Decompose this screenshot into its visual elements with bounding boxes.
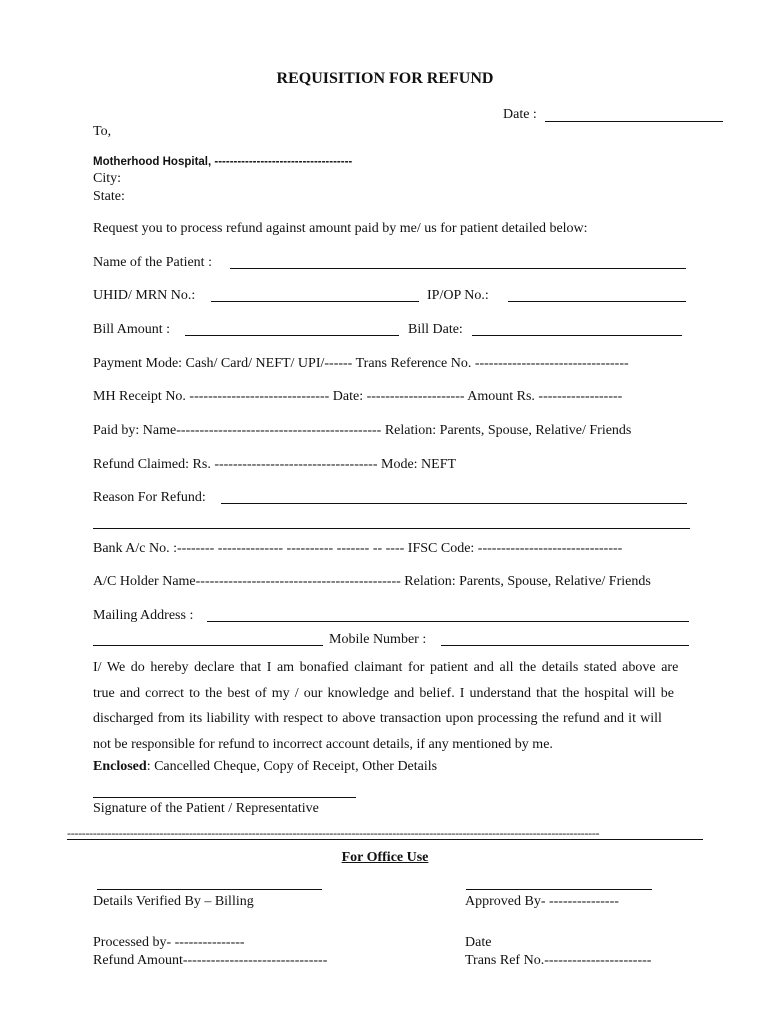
mailing-address-field-line2[interactable]: [93, 645, 323, 646]
approved-by-field[interactable]: [466, 889, 652, 890]
mh-receipt-line: MH Receipt No. ------------------------------ Date: --------------------- Amount Rs. ------------------: [93, 389, 623, 404]
bill-amount-label: Bill Amount :: [93, 322, 171, 337]
mobile-field[interactable]: [441, 645, 689, 646]
date-field[interactable]: [545, 121, 723, 122]
cut-line: ------------------------------------------------------------------------------------------------------------------------------------------------: [67, 826, 600, 840]
processed-by-label: Processed by- ---------------: [93, 935, 245, 950]
declaration: [93, 655, 725, 757]
cut-line-rule: [67, 839, 703, 840]
enclosed-label: Enclosed: [93, 759, 147, 774]
patient-name-label: Name of the Patient :: [93, 255, 212, 270]
bank-account-line: Bank A/c No. :-------- -------------- ---------- ------- -- ---- IFSC Code: -------------------------------: [93, 541, 623, 556]
form-title: REQUISITION FOR REFUND: [276, 70, 494, 87]
trans-ref-label: Trans Ref No.-----------------------: [465, 953, 652, 968]
signature-field[interactable]: [93, 797, 356, 798]
hospital-name: Motherhood Hospital, ------------------------------------: [93, 156, 353, 168]
payment-mode-line: Payment Mode: Cash/ Card/ NEFT/ UPI/------ Trans Reference No. ---------------------------------: [93, 356, 629, 371]
approved-by-label: Approved By- ---------------: [465, 894, 619, 909]
ac-holder-line: A/C Holder Name-------------------------------------------- Relation: Parents, Spouse, Relative/ Friends: [93, 574, 651, 589]
verified-by-label: Details Verified By – Billing: [93, 894, 254, 909]
declaration-line: not be responsible for refund to incorrect account details, if any mentioned by me.: [93, 736, 553, 752]
to-label: To,: [93, 124, 112, 139]
signature-label: Signature of the Patient / Representative: [93, 801, 319, 816]
city-label: City:: [93, 171, 122, 186]
patient-name-field[interactable]: [230, 268, 686, 269]
bill-amount-field[interactable]: [185, 335, 399, 336]
bill-date-field[interactable]: [472, 335, 682, 336]
refund-claimed-line: Refund Claimed: Rs. ----------------------------------- Mode: NEFT: [93, 457, 457, 472]
mobile-label: Mobile Number :: [329, 632, 427, 647]
reason-label: Reason For Refund:: [93, 490, 206, 505]
office-use-heading: For Office Use: [341, 850, 429, 865]
state-label: State:: [93, 189, 125, 204]
ipop-label: IP/OP No.:: [427, 288, 489, 303]
reason-field[interactable]: [221, 503, 687, 504]
uhid-label: UHID/ MRN No.:: [93, 288, 196, 303]
declaration-line: discharged from its liability with respect to above transaction upon processing the refund and it will: [93, 711, 662, 726]
mailing-address-field[interactable]: [207, 621, 689, 622]
declaration-line: I/ We do hereby declare that I am bonafied claimant for patient and all the details stated above are: [93, 660, 679, 675]
request-text: Request you to process refund against amount paid by me/ us for patient detailed below:: [93, 221, 588, 236]
enclosed-line: [93, 759, 437, 775]
paid-by-line: Paid by: Name-------------------------------------------- Relation: Parents, Spouse, Relative/ Friends: [93, 423, 632, 438]
bill-date-label: Bill Date:: [408, 322, 463, 337]
date-label: Date :: [503, 107, 537, 122]
ipop-field[interactable]: [508, 301, 686, 302]
uhid-field[interactable]: [211, 301, 419, 302]
verified-by-field[interactable]: [97, 889, 322, 890]
mailing-address-label: Mailing Address :: [93, 608, 194, 623]
enclosed-text: : Cancelled Cheque, Copy of Receipt, Other Details: [146, 759, 438, 774]
declaration-line: true and correct to the best of my / our knowledge and belief. I understand that the hospital will be: [93, 685, 674, 701]
reason-field-line2[interactable]: [93, 528, 690, 529]
refund-amount-label: Refund Amount-------------------------------: [93, 953, 328, 968]
office-date-label: Date: [465, 935, 492, 950]
